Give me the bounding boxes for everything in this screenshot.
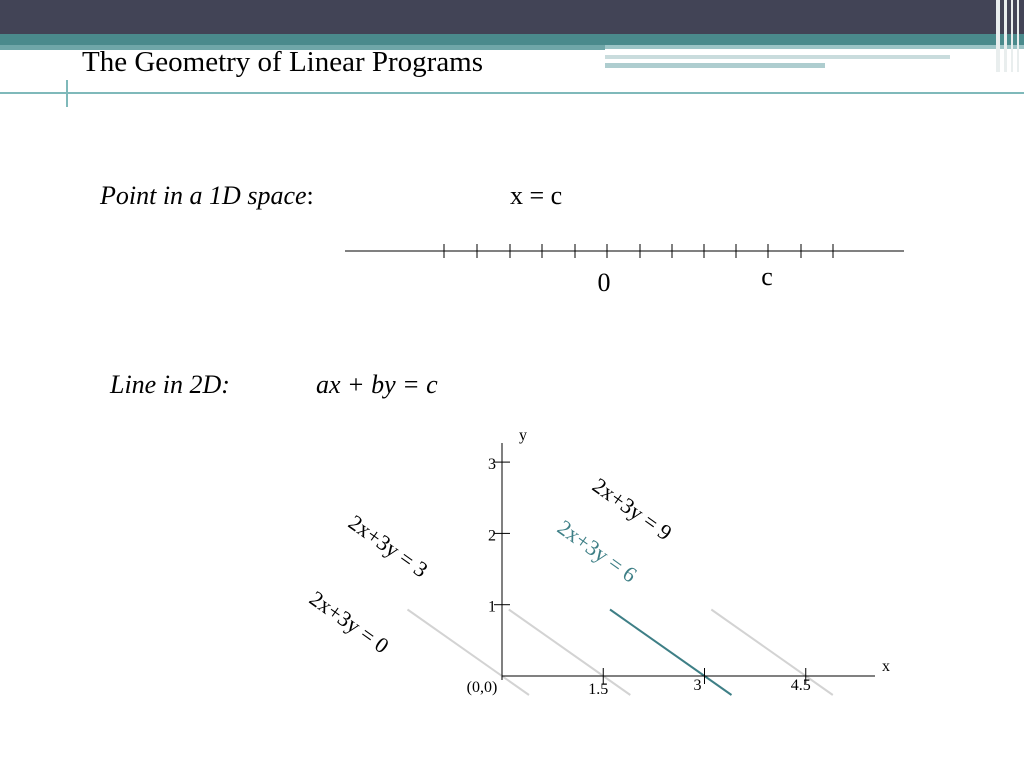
axis-ticks	[488, 456, 811, 698]
header-accent-band-right	[605, 55, 950, 59]
x-tick-label: 3	[693, 677, 702, 694]
point-1d-label: Point in a 1D space	[100, 181, 307, 210]
constraint-label-c3: 2x+3y = 3	[344, 509, 433, 583]
y-tick-label: 1	[488, 598, 496, 616]
x-tick-label: 1.5	[588, 681, 609, 698]
y-tick-label: 2	[488, 527, 496, 545]
constraint-line-c9	[711, 610, 833, 696]
slide-title: The Geometry of Linear Programs	[82, 46, 484, 78]
x-axis-label: x	[882, 658, 890, 675]
constraint-line-c3	[509, 610, 631, 696]
number-line-zero-label: 0	[597, 268, 611, 297]
x-tick-label: 4.5	[790, 677, 811, 694]
title-underline-rule	[0, 92, 1024, 94]
title-rule-marker	[66, 80, 68, 107]
header-accent-band-right	[605, 63, 825, 68]
constraint-line-c6	[610, 610, 732, 696]
constraint-label-c0: 2x+3y = 0	[305, 585, 394, 659]
number-line-c-label: c	[761, 262, 773, 291]
header-corner-stripes	[994, 0, 1024, 72]
header-teal-band	[0, 34, 1024, 45]
number-line	[340, 240, 910, 300]
point-1d-heading	[100, 181, 314, 211]
origin-label: (0,0)	[466, 679, 498, 696]
constraint-label-c6: 2x+3y = 6	[553, 514, 642, 588]
constraint-label-c9: 2x+3y = 9	[588, 472, 677, 546]
y-tick-label: 3	[488, 456, 496, 474]
line-2d-equation: ax + by = c	[316, 370, 438, 399]
constraint-lines	[305, 472, 833, 695]
line-plot	[280, 420, 920, 720]
point-1d-equation: x = c	[510, 181, 563, 210]
point-1d-colon: :	[306, 181, 314, 210]
y-axis-label: y	[519, 427, 527, 444]
line-2d-label: Line in 2D:	[110, 370, 230, 399]
header-dark-bar	[0, 0, 1024, 34]
header-accent-band-right	[605, 45, 1024, 49]
